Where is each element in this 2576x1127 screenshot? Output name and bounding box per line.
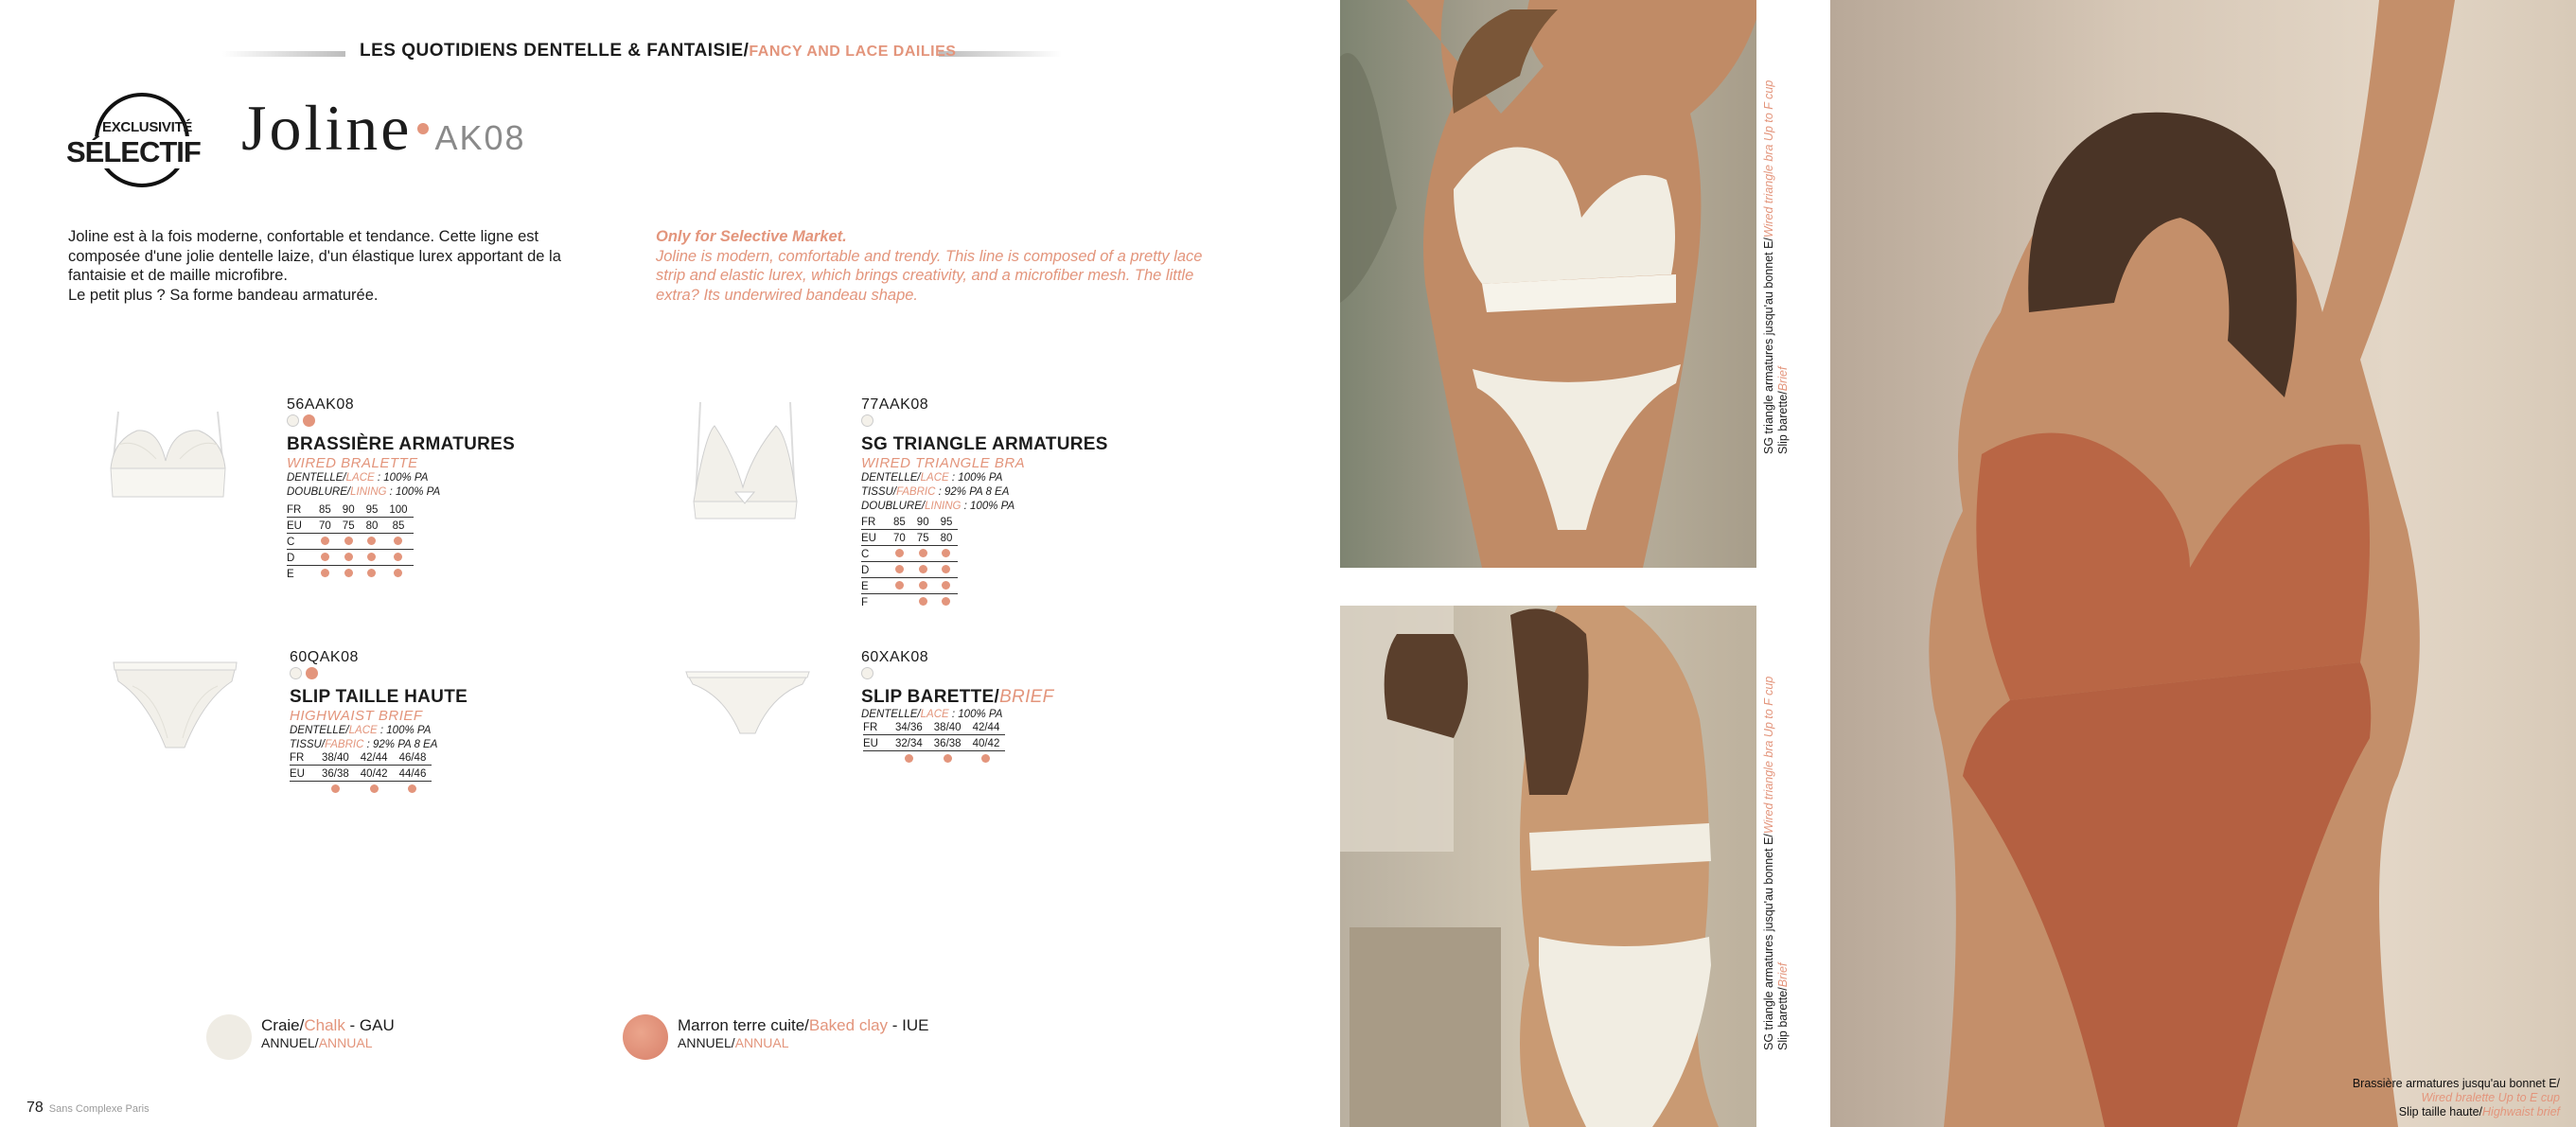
comp-value: : 100% PA — [374, 472, 429, 484]
availability-dot — [367, 569, 376, 577]
caption-fr: Slip barette/ — [1776, 987, 1790, 1050]
size-cell: 42/44 — [355, 749, 394, 766]
availability-dot-cell — [911, 578, 935, 594]
comp-label-en: FABRIC — [325, 739, 364, 750]
caption-en: Brief — [1776, 366, 1790, 392]
availability-dot-cell — [890, 751, 928, 767]
size-row — [290, 766, 432, 782]
size-cell: 70 — [888, 530, 911, 546]
color-code: - GAU — [344, 1016, 395, 1034]
product-line-name: Joline — [241, 92, 413, 164]
comp-value: : 100% PA — [948, 709, 1003, 720]
photo-silhouette — [1830, 0, 2576, 1127]
size-cell: 38/40 — [928, 719, 967, 735]
comp-label: TISSU/ — [861, 486, 897, 498]
availability-dot-cell — [911, 546, 935, 562]
desc-en-line: strip and elastic lurex, which brings creativity, and a microfiber mesh. The little — [656, 267, 1194, 284]
size-cell: D — [287, 550, 313, 566]
brand-name: Sans Complexe Paris — [48, 1103, 150, 1115]
composition-line — [861, 500, 1108, 514]
availability-dot — [942, 565, 950, 573]
caption-en: Wired bralette Up to E cup — [2421, 1091, 2560, 1104]
size-cell: 36/38 — [928, 735, 967, 751]
swatch-chalk — [287, 414, 299, 427]
desc-fr-line: composée d'une jolie dentelle laize, d'un élastique lurex apportant de la — [68, 247, 561, 265]
product-image-bralette — [99, 402, 237, 525]
size-cell: 85 — [313, 502, 337, 518]
availability-dot-cell — [911, 594, 935, 610]
size-table-bralette — [287, 502, 414, 581]
size-row — [861, 578, 958, 594]
comp-label: DOUBLURE/ — [287, 486, 351, 498]
availability-dot — [394, 537, 402, 545]
desc-fr-line: Joline est à la fois moderne, confortable et tendance. Cette ligne est — [68, 228, 539, 245]
caption-en: Wired triangle bra Up to F cup — [1762, 676, 1775, 835]
swatch-row — [861, 667, 1054, 684]
availability-dot — [895, 581, 904, 590]
description-en — [656, 227, 1262, 305]
comp-value: : 100% PA — [948, 472, 1003, 484]
availability-dot — [367, 537, 376, 545]
comp-label-en: FABRIC — [896, 486, 936, 498]
section-header-en: FANCY AND LACE DAILIES — [749, 44, 957, 60]
size-table-triangle-bra — [861, 514, 958, 609]
comp-label: DENTELLE/ — [290, 725, 349, 736]
size-table-highwaist-brief — [290, 749, 432, 797]
availability-dot — [919, 549, 927, 557]
photo-model-white-back — [1340, 606, 1756, 1127]
size-cell: 40/42 — [967, 735, 1006, 751]
comp-value: : 100% PA — [386, 486, 441, 498]
product-name: SLIP TAILLE HAUTE — [290, 687, 468, 707]
size-cell: 95 — [361, 502, 384, 518]
size-cell — [290, 782, 316, 798]
desc-en-line: extra? Its underwired bandeau shape. — [656, 286, 919, 304]
page-folio — [26, 1100, 150, 1117]
size-cell: FR — [861, 514, 888, 530]
product-ref: 60QAK08 — [290, 649, 359, 665]
availability-dot — [321, 569, 329, 577]
size-cell: FR — [863, 719, 890, 735]
size-cell: EU — [290, 766, 316, 782]
size-cell: 75 — [911, 530, 935, 546]
availability-dot — [942, 581, 950, 590]
composition-line — [287, 485, 515, 500]
badge-line2: SÉLECTIF — [66, 136, 204, 168]
size-cell: FR — [287, 502, 313, 518]
availability-dot-cell — [888, 546, 911, 562]
product-name-fr: SLIP BARETTE/ — [861, 687, 1000, 707]
color-name-en: Chalk — [304, 1016, 345, 1034]
availability-dot-cell — [935, 546, 959, 562]
swatch-chalk — [290, 667, 302, 679]
photo1-caption — [1762, 80, 1791, 454]
color-name-fr: Marron terre cuite/ — [678, 1016, 809, 1034]
availability-dot — [944, 754, 952, 763]
comp-value: : 100% PA — [377, 725, 432, 736]
availability-dot — [942, 549, 950, 557]
composition — [290, 724, 468, 752]
product-name: SG TRIANGLE ARMATURES — [861, 434, 1108, 454]
size-cell: EU — [861, 530, 888, 546]
photo-model-baked-clay — [1830, 0, 2576, 1127]
size-row — [861, 514, 958, 530]
size-row — [287, 534, 414, 550]
size-cell: 34/36 — [890, 719, 928, 735]
color-label-chalk — [261, 1016, 395, 1050]
size-row — [861, 594, 958, 610]
product-name-en: BRIEF — [999, 687, 1054, 707]
swatch-baked-clay — [306, 667, 318, 679]
section-header-fr: LES QUOTIDIENS DENTELLE & FANTAISIE/ — [360, 41, 750, 61]
size-cell: 80 — [935, 530, 959, 546]
size-row — [287, 566, 414, 582]
caption-fr: SG triangle armatures jusqu'au bonnet E/ — [1762, 834, 1775, 1050]
availability-dot-cell — [383, 566, 413, 582]
color-season: ANNUEL/ — [261, 1035, 319, 1050]
size-cell: 90 — [911, 514, 935, 530]
size-row — [287, 502, 414, 518]
color-label-baked-clay — [678, 1016, 929, 1050]
section-header — [360, 41, 956, 62]
availability-dot-cell — [888, 562, 911, 578]
availability-dot-cell — [337, 534, 361, 550]
availability-dot-cell — [313, 534, 337, 550]
product-line-title — [241, 90, 526, 176]
size-row — [863, 719, 1005, 735]
availability-dot — [981, 754, 990, 763]
availability-dot — [394, 553, 402, 561]
description-fr — [68, 227, 636, 305]
size-cell: 95 — [935, 514, 959, 530]
caption-fr: Slip barette/ — [1776, 391, 1790, 454]
size-cell: E — [287, 568, 294, 580]
title-dot — [417, 123, 429, 134]
badge-line1: EXCLUSIVITÉ — [102, 119, 193, 135]
product-name-en: WIRED BRALETTE — [287, 455, 418, 471]
caption-fr: SG triangle armatures jusqu'au bonnet E/ — [1762, 238, 1775, 454]
product-name: BRASSIÈRE ARMATURES — [287, 434, 516, 454]
comp-label: DENTELLE/ — [287, 472, 346, 484]
size-cell: E — [861, 578, 888, 594]
caption-en: Brief — [1776, 962, 1790, 988]
availability-dot-cell — [316, 782, 355, 798]
size-cell: 40/42 — [355, 766, 394, 782]
swatch-chalk — [861, 667, 873, 679]
size-cell: EU — [287, 518, 313, 534]
product-name-en: WIRED TRIANGLE BRA — [861, 455, 1026, 471]
availability-dot-cell — [888, 578, 911, 594]
product-block-highwaist-brief — [290, 649, 468, 752]
size-cell: C — [861, 546, 888, 562]
product-ref: 60XAK08 — [861, 649, 929, 665]
comp-label-en: LACE — [348, 725, 378, 736]
size-row — [863, 735, 1005, 751]
availability-dot-cell — [383, 534, 413, 550]
availability-dot — [344, 553, 353, 561]
color-chip-baked-clay — [623, 1014, 668, 1060]
product-ref: 77AAK08 — [861, 396, 929, 413]
availability-dot — [344, 537, 353, 545]
comp-label-en: LACE — [920, 472, 949, 484]
size-cell: 36/38 — [316, 766, 355, 782]
comp-label-en: LACE — [345, 472, 375, 484]
size-cell: D — [861, 562, 888, 578]
size-row — [287, 518, 414, 534]
comp-value: : 92% PA 8 EA — [935, 486, 1010, 498]
color-season-en: ANNUAL — [318, 1035, 373, 1050]
size-table-brief — [863, 719, 1005, 766]
size-cell: 85 — [888, 514, 911, 530]
availability-dot-cell — [313, 566, 337, 582]
product-name-en: HIGHWAIST BRIEF — [290, 708, 423, 724]
color-chip-chalk — [206, 1014, 252, 1060]
size-cell: 100 — [383, 502, 413, 518]
product-ref: 56AAK08 — [287, 396, 355, 413]
availability-dot — [905, 754, 913, 763]
product-image-triangle-bra — [677, 397, 814, 530]
color-season-en: ANNUAL — [734, 1035, 789, 1050]
size-cell: 46/48 — [394, 749, 432, 766]
size-cell: 85 — [383, 518, 413, 534]
desc-en-heading: Only for Selective Market. — [656, 228, 847, 245]
availability-dot-cell — [361, 550, 384, 566]
swatch-chalk — [861, 414, 873, 427]
availability-dot — [394, 569, 402, 577]
product-name — [861, 687, 1054, 708]
comp-label-en: LINING — [925, 501, 962, 512]
availability-dot-cell — [361, 566, 384, 582]
comp-label: DENTELLE/ — [861, 709, 921, 720]
size-row — [861, 530, 958, 546]
size-cell: 38/40 — [316, 749, 355, 766]
color-season: ANNUEL/ — [678, 1035, 735, 1050]
size-cell: 80 — [361, 518, 384, 534]
size-row — [863, 751, 1005, 767]
size-cell: C — [287, 534, 313, 550]
photo-silhouette — [1340, 0, 1756, 568]
size-cell: 44/46 — [394, 766, 432, 782]
comp-label: DENTELLE/ — [861, 472, 921, 484]
size-cell: 32/34 — [890, 735, 928, 751]
size-cell: 42/44 — [967, 719, 1006, 735]
header-rule-left — [222, 51, 345, 57]
size-row — [861, 546, 958, 562]
composition-line — [861, 485, 1108, 500]
comp-label: DOUBLURE/ — [861, 501, 926, 512]
photo-model-white-front — [1340, 0, 1756, 568]
availability-dot — [321, 537, 329, 545]
composition — [287, 471, 515, 500]
size-row — [861, 562, 958, 578]
availability-dot — [344, 569, 353, 577]
color-name-fr: Craie/ — [261, 1016, 305, 1034]
availability-dot — [895, 549, 904, 557]
size-cell — [863, 751, 890, 767]
availability-dot — [321, 553, 329, 561]
swatch-baked-clay — [303, 414, 315, 427]
composition-line — [290, 724, 468, 738]
availability-dot-cell — [337, 550, 361, 566]
photo-silhouette — [1340, 606, 1756, 1127]
header-rule-right — [939, 51, 1062, 57]
composition-line — [861, 471, 1108, 485]
product-block-brief — [861, 649, 1054, 722]
caption-en: Highwaist brief — [2482, 1105, 2560, 1118]
color-name-en: Baked clay — [808, 1016, 889, 1034]
size-cell: 75 — [337, 518, 361, 534]
availability-dot-cell — [313, 550, 337, 566]
composition-line — [287, 471, 515, 485]
desc-fr-line: Le petit plus ? Sa forme bandeau armaturée. — [68, 286, 379, 304]
availability-dot — [367, 553, 376, 561]
availability-dot-cell — [935, 594, 959, 610]
desc-fr-line: fantaisie et de maille microfibre. — [68, 267, 289, 284]
color-code: - IUE — [888, 1016, 929, 1034]
availability-dot-cell — [361, 534, 384, 550]
availability-dot-cell — [888, 594, 911, 610]
availability-dot-cell — [967, 751, 1006, 767]
caption-fr: Slip taille haute/ — [2398, 1105, 2483, 1118]
availability-dot-cell — [337, 566, 361, 582]
composition — [861, 471, 1108, 514]
comp-label-en: LACE — [920, 709, 949, 720]
photo2-caption — [1762, 677, 1791, 1050]
comp-value: : 92% PA 8 EA — [363, 739, 438, 750]
caption-fr: Brassière armatures jusqu'au bonnet E/ — [2352, 1077, 2560, 1090]
availability-dot — [370, 784, 379, 793]
availability-dot-cell — [355, 782, 394, 798]
size-row — [287, 550, 414, 566]
size-cell: 70 — [313, 518, 337, 534]
caption-en: Wired triangle bra Up to F cup — [1762, 79, 1775, 238]
availability-dot-cell — [394, 782, 432, 798]
availability-dot — [895, 565, 904, 573]
size-row — [290, 782, 432, 798]
comp-label: TISSU/ — [290, 739, 326, 750]
availability-dot-cell — [911, 562, 935, 578]
page-number: 78 — [26, 1100, 44, 1116]
availability-dot-cell — [935, 578, 959, 594]
swatch-row — [861, 414, 1108, 431]
desc-en-line: Joline is modern, comfortable and trendy. This line is composed of a pretty lace — [656, 247, 1203, 265]
availability-dot-cell — [383, 550, 413, 566]
comp-value: : 100% PA — [961, 501, 1015, 512]
availability-dot — [919, 565, 927, 573]
size-cell: FR — [290, 749, 316, 766]
size-row — [290, 749, 432, 766]
product-block-bralette — [287, 396, 515, 500]
product-image-highwaist-brief — [109, 653, 241, 762]
swatch-row — [287, 414, 515, 431]
availability-dot — [919, 597, 927, 606]
availability-dot — [919, 581, 927, 590]
size-cell: EU — [863, 735, 890, 751]
swatch-row — [290, 667, 468, 684]
product-block-triangle-bra — [861, 396, 1108, 514]
availability-dot-cell — [935, 562, 959, 578]
availability-dot — [331, 784, 340, 793]
availability-dot-cell — [928, 751, 967, 767]
exclusive-badge — [66, 93, 199, 192]
photo3-caption — [2262, 1077, 2560, 1119]
size-cell: 90 — [337, 502, 361, 518]
product-line-code: AK08 — [434, 118, 526, 157]
comp-label-en: LINING — [350, 486, 387, 498]
availability-dot — [408, 784, 416, 793]
product-image-brief — [681, 667, 814, 743]
size-cell: F — [861, 596, 869, 608]
availability-dot — [942, 597, 950, 606]
